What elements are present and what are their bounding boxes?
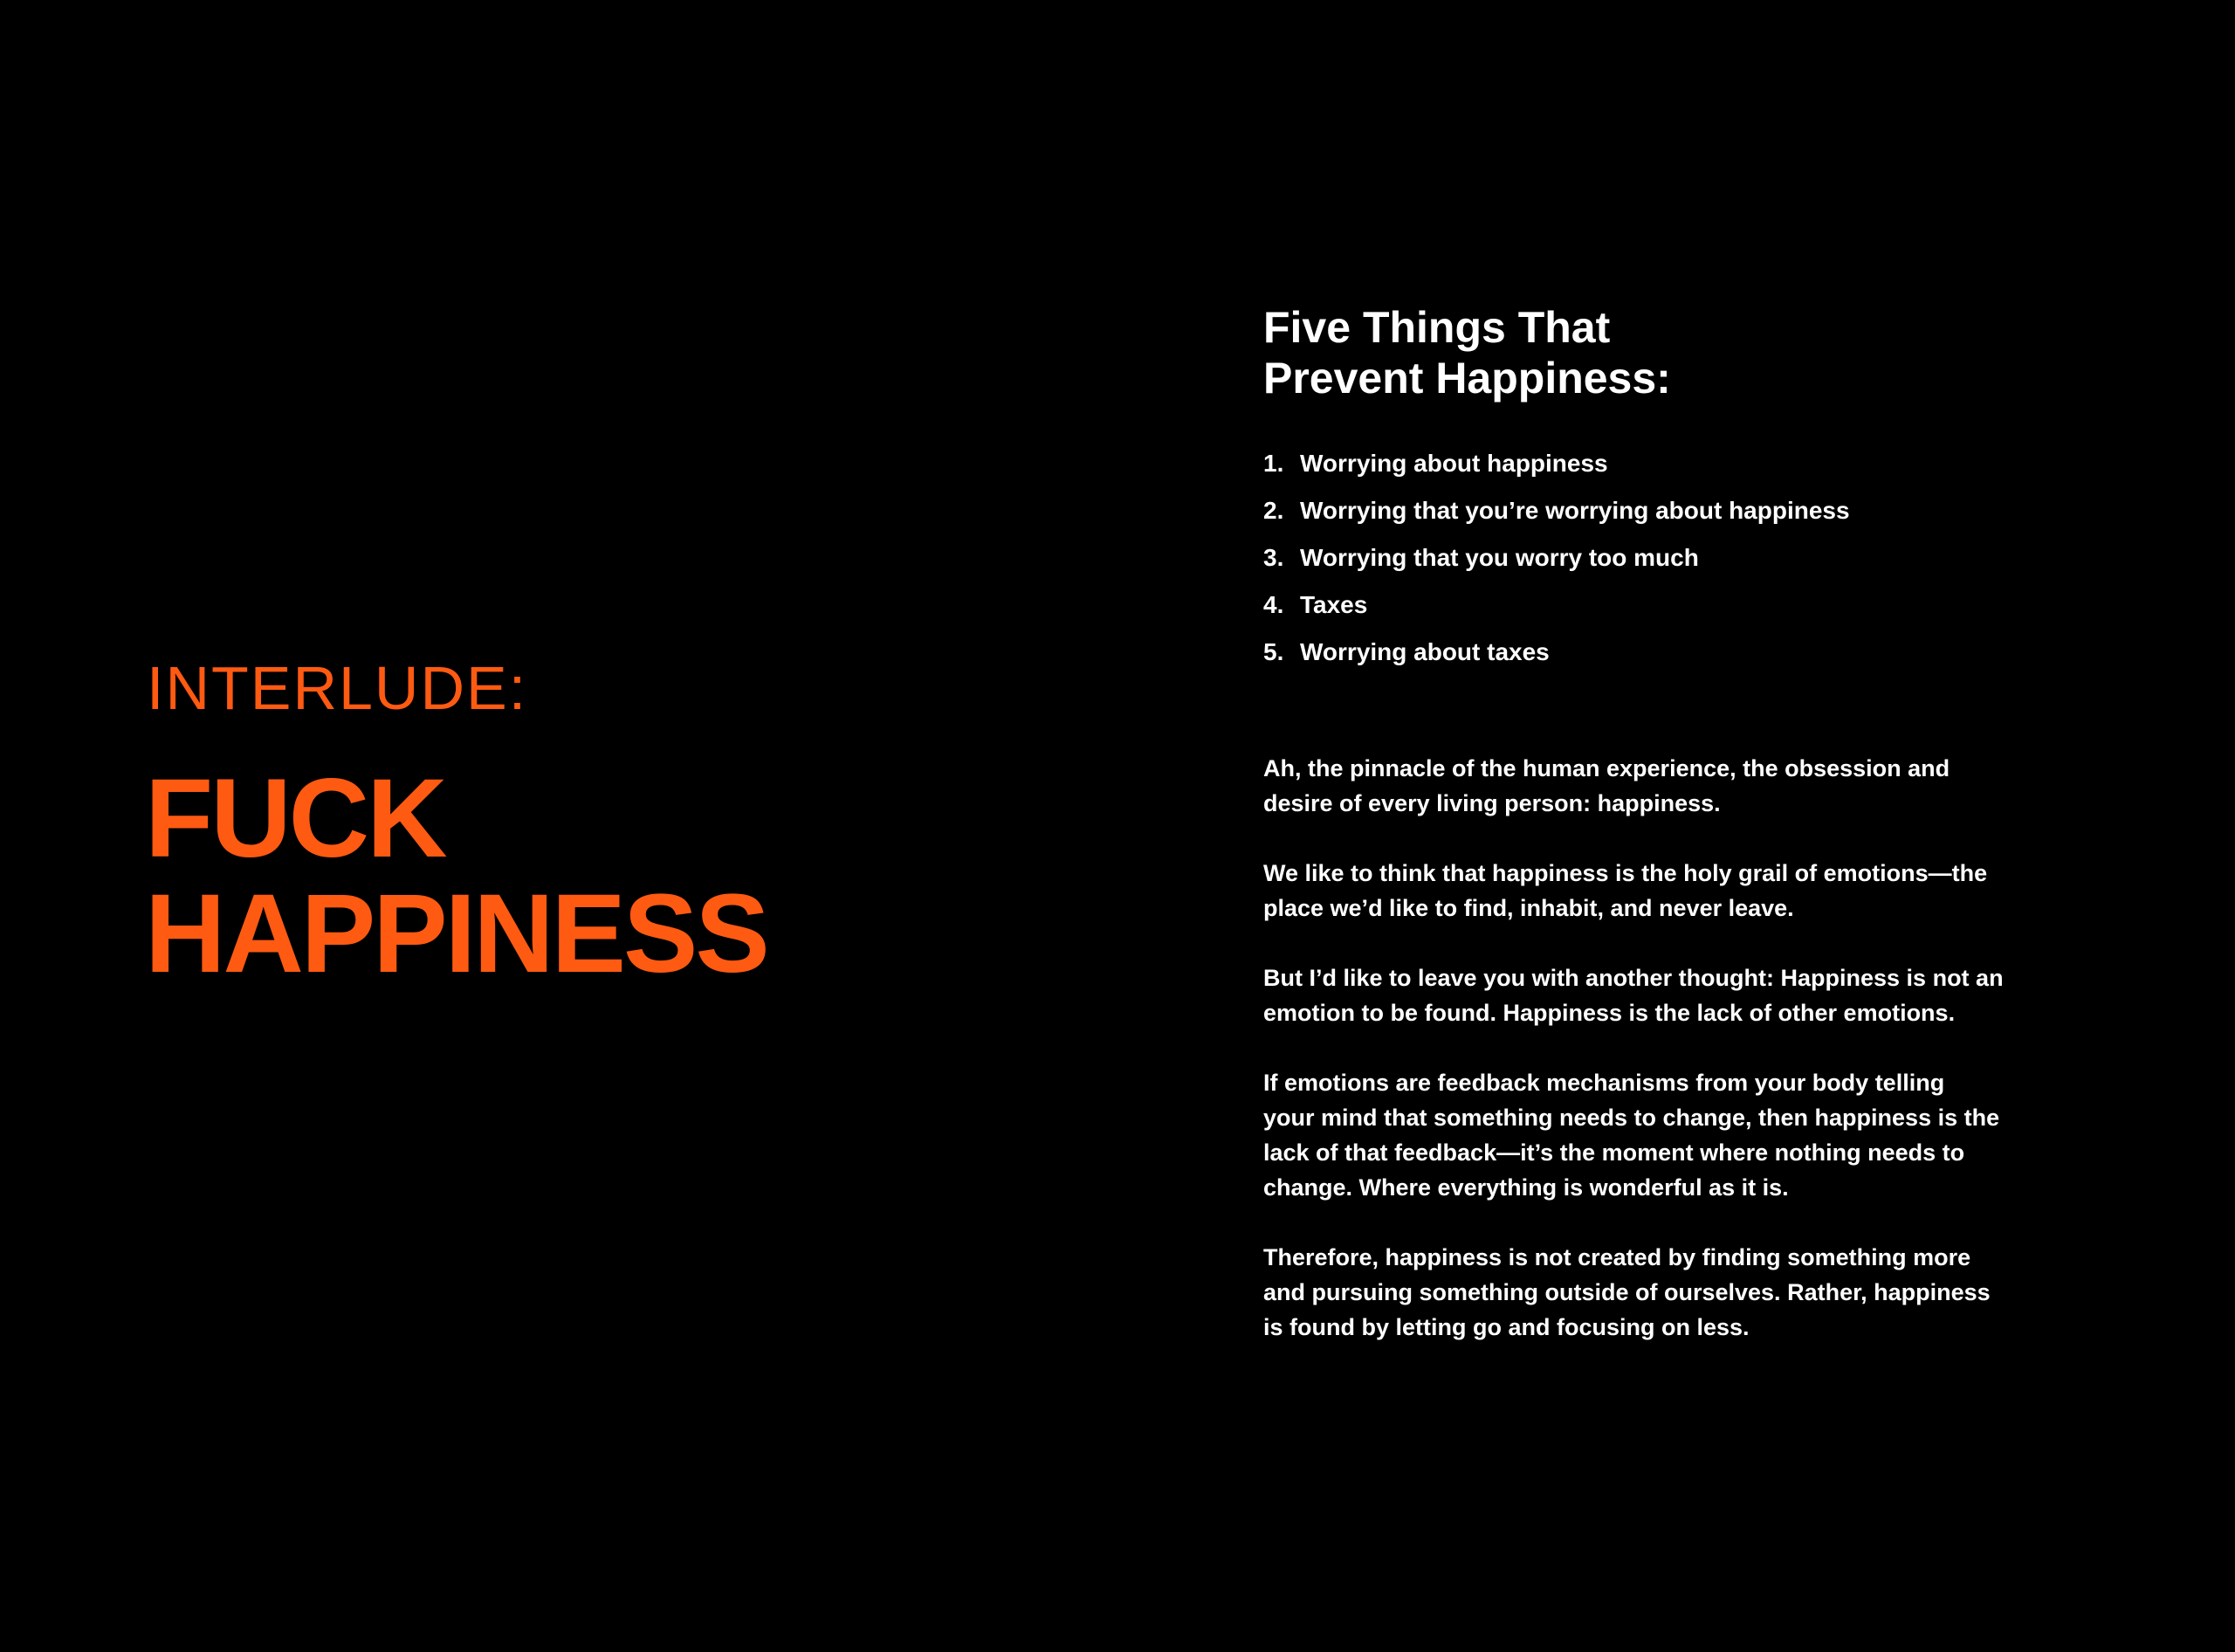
numbered-list — [1263, 440, 2136, 676]
paragraph: Therefore, happiness is not created by finding something more and pursuing something outside of ourselves. Rather, happiness is found by letting go and focusing on less. — [1263, 1244, 1991, 1340]
list-item-text: Worrying that you worry too much — [1300, 544, 1699, 571]
paragraph: Ah, the pinnacle of the human experience, the obsession and desire of every living person: happiness. — [1263, 755, 1950, 816]
chapter-title-line-2: HAPPINESS — [145, 871, 767, 996]
paragraph: But I’d like to leave you with another thought: Happiness is not an emotion to be found. Happiness is the lack of other emotions. — [1263, 965, 2004, 1026]
list-item-text: Taxes — [1300, 591, 1368, 618]
right-page — [1118, 0, 2235, 1652]
list-item-number: 3. — [1263, 544, 1284, 571]
body-text — [1263, 751, 2101, 1380]
interlude-label: INTERLUDE: — [147, 654, 528, 722]
list-item-text: Worrying about happiness — [1300, 450, 1608, 477]
list-heading-line-2: Prevent Happiness: — [1263, 354, 1671, 403]
list-item-number: 4. — [1263, 591, 1284, 618]
list-item — [1263, 487, 2136, 534]
list-item — [1263, 582, 2136, 629]
chapter-title — [145, 756, 767, 996]
list-item — [1263, 629, 2136, 676]
list-item-number: 1. — [1263, 450, 1284, 477]
chapter-title-line-1: FUCK — [145, 756, 445, 881]
paragraph: We like to think that happiness is the holy grail of emotions—the place we’d like to find, inhabit, and never leave. — [1263, 860, 1988, 921]
list-item-text: Worrying that you’re worrying about happiness — [1300, 497, 1850, 524]
list-heading-line-1: Five Things That — [1263, 303, 1611, 352]
list-item — [1263, 534, 2136, 582]
list-item-number: 5. — [1263, 638, 1284, 665]
paragraph: If emotions are feedback mechanisms from your body telling your mind that something needs to change, then happiness is the lack of that feedback—it’s the moment where nothing needs to change. Where everything is wonderful as it is. — [1263, 1070, 2000, 1201]
list-item-number: 2. — [1263, 497, 1284, 524]
list-heading — [1263, 302, 1671, 403]
list-item-text: Worrying about taxes — [1300, 638, 1550, 665]
list-item — [1263, 440, 2136, 487]
